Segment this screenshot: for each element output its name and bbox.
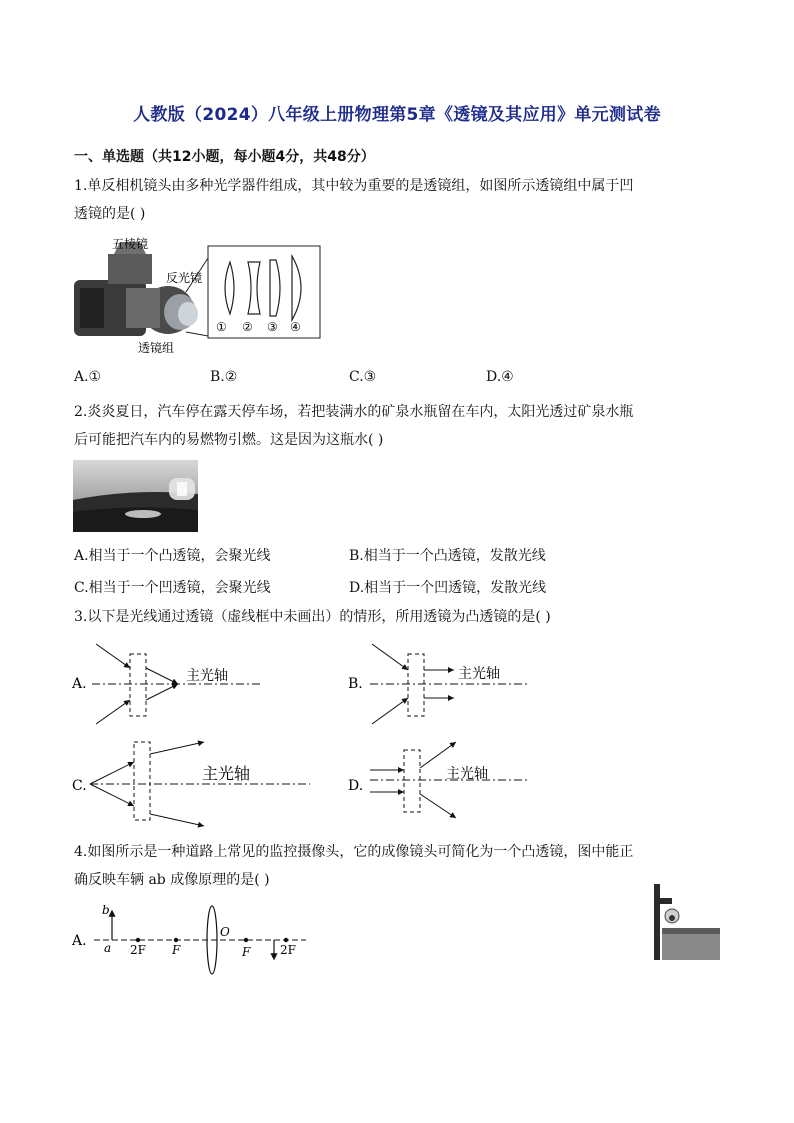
q2-photo-bottle-in-car (73, 460, 198, 532)
label-f-right: F (242, 945, 251, 959)
q3-stem: 3.以下是光线通过透镜（虚线框中未画出）的情形，所用透镜为凸透镜的是( ) (74, 609, 551, 625)
q3-diagram-c[interactable] (72, 742, 310, 826)
q1-camera-figure (70, 232, 330, 358)
q4-diagram-a[interactable] (70, 900, 320, 976)
q3-letter-a: A. (72, 676, 87, 692)
label-2f-right: 2F (280, 943, 296, 957)
lens-number-3: ③ (267, 320, 278, 334)
q1-stem-line1: 1.单反相机镜头由多种光学器件组成，其中较为重要的是透镜组，如图所示透镜组中属于凹 (74, 178, 634, 194)
q2-option-c[interactable]: C.相当于一个凹透镜，会聚光线 (74, 580, 271, 596)
label-f-left: F (172, 943, 181, 957)
label-b: b (102, 903, 110, 917)
q2-option-a[interactable]: A.相当于一个凸透镜，会聚光线 (74, 548, 271, 564)
q3-axis-label-d: 主光轴 (446, 766, 488, 782)
q1-option-c[interactable]: C.③ (349, 369, 377, 385)
q1-stem-line2: 透镜的是( ) (74, 206, 146, 222)
label-a: a (104, 941, 112, 955)
section-heading: 一、单选题（共12小题，每小题4分，共48分） (74, 149, 375, 165)
q2-stem (74, 398, 724, 454)
q2-stem-line1: 2.炎炎夏日，汽车停在露天停车场，若把装满水的矿泉水瓶留在车内，太阳光透过矿泉水瓶 (74, 404, 634, 420)
lens-number-2: ② (242, 320, 253, 334)
q3-letter-d: D. (348, 778, 364, 794)
q3-diagrams (70, 638, 540, 828)
q3-axis-label-c: 主光轴 (202, 764, 251, 783)
q3-axis-label-a: 主光轴 (186, 668, 228, 684)
q3-diagram-a[interactable] (71, 644, 260, 724)
label-prism: 五棱镜 (112, 237, 149, 251)
q4-letter-a: A. (72, 933, 87, 949)
q3-axis-label-b: 主光轴 (458, 666, 500, 682)
label-2f-left: 2F (130, 943, 146, 957)
q1-stem (74, 172, 724, 228)
lens-number-1: ① (216, 320, 227, 334)
q2-option-b[interactable]: B.相当于一个凸透镜，发散光线 (349, 548, 546, 564)
q3-letter-c: C. (72, 778, 87, 794)
lens-number-4: ④ (290, 320, 301, 334)
q4-stem (74, 838, 724, 894)
q2-stem-line2: 后可能把汽车内的易燃物引燃。这是因为这瓶水( ) (74, 432, 384, 448)
q2-option-d[interactable]: D.相当于一个凹透镜，发散光线 (349, 580, 547, 596)
page-title: 人教版（2024）八年级上册物理第5章《透镜及其应用》单元测试卷 (133, 105, 661, 125)
q1-option-d[interactable]: D.④ (486, 369, 514, 385)
q4-stem-line1: 4.如图所示是一种道路上常见的监控摄像头，它的成像镜头可简化为一个凸透镜，图中能正 (74, 844, 634, 860)
label-lens-group: 透镜组 (138, 341, 175, 355)
q1-option-a[interactable]: A.① (74, 369, 102, 385)
label-o: O (220, 925, 230, 939)
q3-diagram-d[interactable] (348, 742, 530, 818)
q1-option-b[interactable]: B.② (210, 369, 238, 385)
label-mirror: 反光镜 (166, 271, 203, 285)
camera-illustration (74, 242, 198, 336)
q3-diagram-b[interactable] (348, 644, 530, 724)
q4-stem-line2: 确反映车辆 ab 成像原理的是( ) (74, 872, 270, 888)
q3-letter-b: B. (348, 676, 363, 692)
q4-photo-camera (640, 884, 720, 960)
